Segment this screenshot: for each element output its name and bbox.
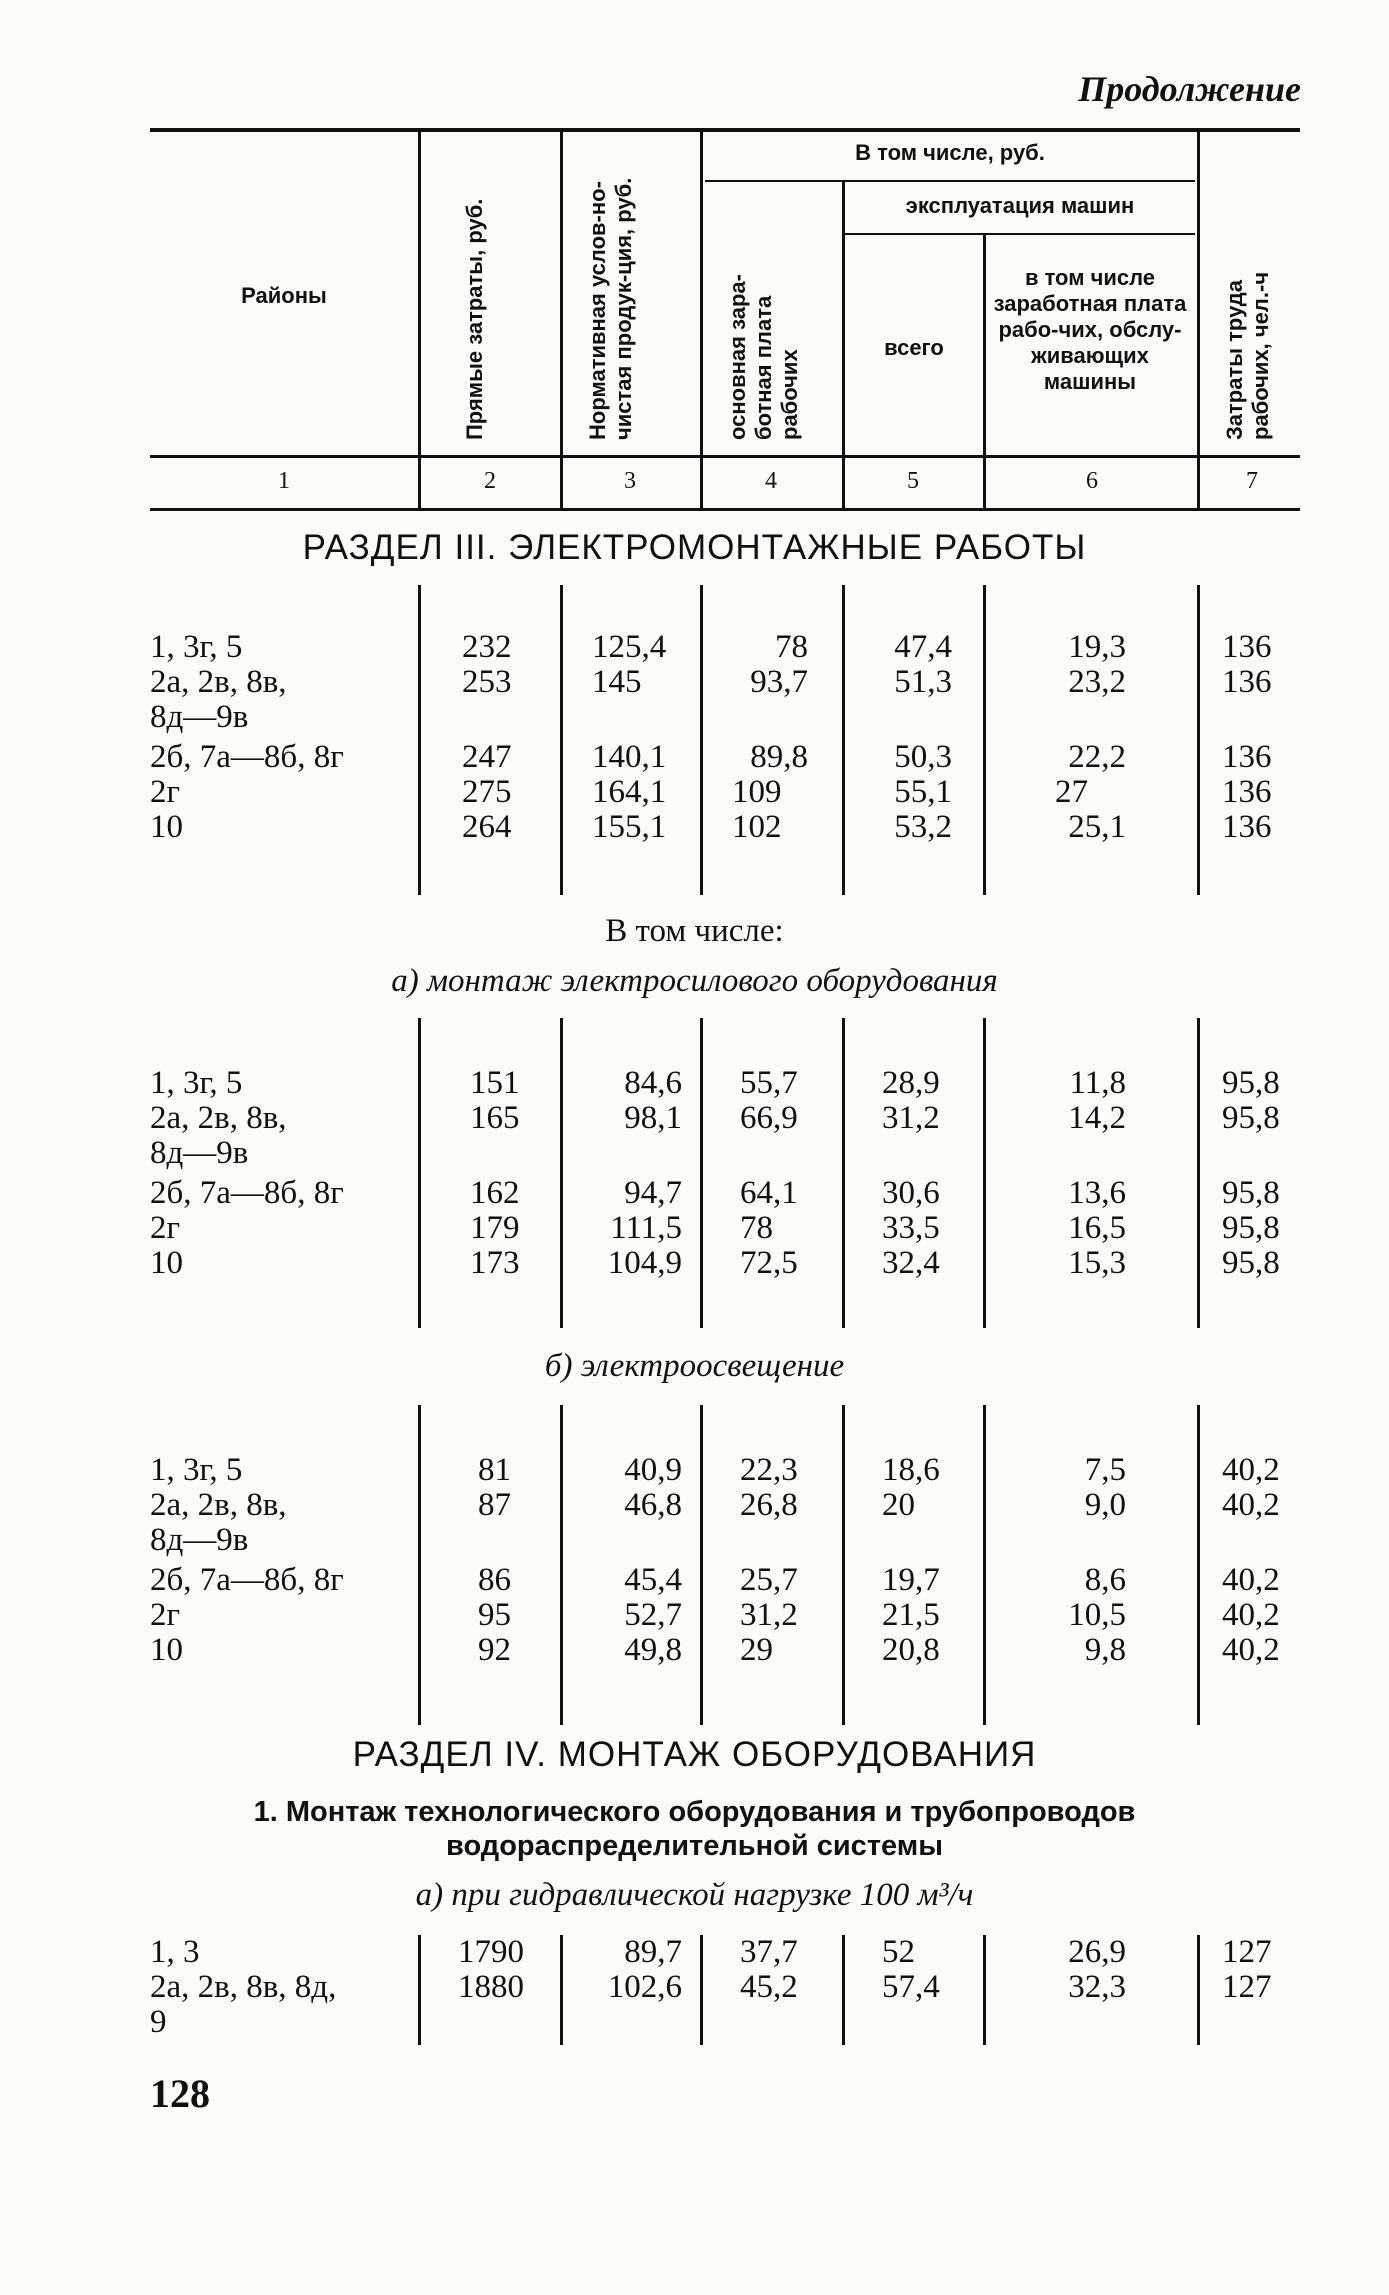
region: 1, 3 <box>150 1934 200 1970</box>
normative-product: 140,1 <box>592 739 667 775</box>
labor: 95,8 <box>1222 1175 1280 1211</box>
section-3-block <box>0 585 1389 895</box>
labor: 40,2 <box>1222 1562 1280 1598</box>
machines-total: 31,2 <box>882 1100 940 1136</box>
page-number: 128 <box>150 2071 210 2116</box>
machine-wages: 10,5 <box>1068 1597 1126 1633</box>
continuation-label: Продолжение <box>1078 69 1301 109</box>
col-number-4: 4 <box>765 468 777 494</box>
normative-product: 125,4 <box>592 629 667 665</box>
header-labor: Затраты труда рабочих, чел.-ч <box>1222 271 1273 440</box>
direct-costs: 1790 <box>458 1934 524 1970</box>
block-divider <box>560 585 563 895</box>
normative-product: 104,9 <box>607 1245 682 1281</box>
region: 2г <box>150 1210 181 1246</box>
labor: 136 <box>1222 809 1272 845</box>
header-top-rule <box>150 128 1300 132</box>
col-number-3: 3 <box>624 468 636 494</box>
block-divider <box>700 1018 703 1328</box>
header-divider-3 <box>700 130 703 508</box>
labor: 127 <box>1222 1934 1272 1970</box>
block-divider <box>560 1018 563 1328</box>
machine-wages: 9,8 <box>1084 1632 1126 1668</box>
labor: 95,8 <box>1222 1210 1280 1246</box>
region: 2б, 7а—8б, 8г <box>150 1175 344 1211</box>
section-4-title: РАЗДЕЛ IV. МОНТАЖ ОБОРУДОВАНИЯ <box>352 1735 1037 1774</box>
labor: 136 <box>1222 629 1272 665</box>
direct-costs: 247 <box>462 739 512 775</box>
normative-product: 45,4 <box>624 1562 682 1598</box>
normative-product: 89,7 <box>624 1934 682 1970</box>
header-divider-5 <box>983 235 986 508</box>
base-wages: 93,7 <box>750 664 808 700</box>
base-wages: 37,7 <box>740 1934 798 1970</box>
region: 1, 3г, 5 <box>150 629 243 665</box>
machine-wages: 25,1 <box>1068 809 1126 845</box>
direct-costs: 92 <box>478 1632 511 1668</box>
direct-costs: 81 <box>478 1452 511 1488</box>
block-divider <box>700 1935 703 2045</box>
normative-product: 155,1 <box>592 809 667 845</box>
region-cont: 8д—9в <box>150 1522 249 1558</box>
normative-product: 111,5 <box>610 1210 682 1246</box>
block-divider <box>983 585 986 895</box>
machines-total: 50,3 <box>894 739 952 775</box>
header-group-rule <box>705 180 1195 182</box>
labor: 40,2 <box>1222 1487 1280 1523</box>
machine-wages: 19,3 <box>1068 629 1126 665</box>
direct-costs: 275 <box>462 774 512 810</box>
base-wages: 89,8 <box>750 739 808 775</box>
direct-costs: 151 <box>470 1065 520 1101</box>
col-number-1: 1 <box>278 468 290 494</box>
normative-product: 49,8 <box>624 1632 682 1668</box>
direct-costs: 253 <box>462 664 512 700</box>
labor: 95,8 <box>1222 1065 1280 1101</box>
direct-costs: 1880 <box>458 1969 524 2005</box>
base-wages: 22,3 <box>740 1452 798 1488</box>
machine-wages: 26,9 <box>1068 1934 1126 1970</box>
subsection-b-title: б) электроосвещение <box>544 1348 845 1384</box>
region: 2б, 7а—8б, 8г <box>150 739 344 775</box>
labor: 40,2 <box>1222 1452 1280 1488</box>
machine-wages: 13,6 <box>1068 1175 1126 1211</box>
block-divider <box>1197 1018 1200 1328</box>
col-number-5: 5 <box>907 468 919 494</box>
block-divider <box>983 1935 986 2045</box>
region-cont: 9 <box>150 2004 167 2040</box>
machine-wages: 7,5 <box>1084 1452 1126 1488</box>
block-divider <box>983 1405 986 1725</box>
labor: 95,8 <box>1222 1100 1280 1136</box>
region: 2а, 2в, 8в, <box>150 664 287 700</box>
block-divider <box>700 1405 703 1725</box>
machines-total: 55,1 <box>894 774 952 810</box>
base-wages: 31,2 <box>740 1597 798 1633</box>
region: 2а, 2в, 8в, <box>150 1100 287 1136</box>
base-wages: 78 <box>740 1210 773 1246</box>
machine-wages: 32,3 <box>1068 1969 1126 2005</box>
block-divider <box>418 1405 421 1725</box>
block-divider <box>1197 585 1200 895</box>
block-divider <box>560 1935 563 2045</box>
base-wages: 78 <box>775 629 808 665</box>
direct-costs: 87 <box>478 1487 511 1523</box>
labor: 127 <box>1222 1969 1272 2005</box>
machine-wages: 15,3 <box>1068 1245 1126 1281</box>
header-direct-costs: Прямые затраты, руб. <box>462 198 487 440</box>
section-4-subsection-a-title: а) при гидравлической нагрузке 100 м³/ч <box>415 1877 974 1913</box>
region: 2г <box>150 1597 181 1633</box>
header-bottom-rule <box>150 455 1300 458</box>
normative-product: 94,7 <box>624 1175 682 1211</box>
block-divider <box>842 1935 845 2045</box>
direct-costs: 179 <box>470 1210 520 1246</box>
region: 2г <box>150 774 181 810</box>
machines-total: 28,9 <box>882 1065 940 1101</box>
subsection-a-block <box>0 1018 1389 1328</box>
normative-product: 145 <box>592 664 642 700</box>
labor: 40,2 <box>1222 1597 1280 1633</box>
block-divider <box>560 1405 563 1725</box>
machines-total: 20,8 <box>882 1632 940 1668</box>
subsection-a-title: а) монтаж электросилового оборудования <box>391 963 998 999</box>
labor: 40,2 <box>1222 1632 1280 1668</box>
machine-wages: 14,2 <box>1068 1100 1126 1136</box>
base-wages: 64,1 <box>740 1175 798 1211</box>
section-4-subtitle-line1: 1. Монтаж технологического оборудования и трубопроводов <box>253 1796 1136 1828</box>
base-wages: 25,7 <box>740 1562 798 1598</box>
normative-product: 84,6 <box>624 1065 682 1101</box>
base-wages: 45,2 <box>740 1969 798 2005</box>
direct-costs: 232 <box>462 629 512 665</box>
machines-total: 51,3 <box>894 664 952 700</box>
base-wages: 109 <box>732 774 782 810</box>
region: 10 <box>150 1245 183 1281</box>
labor: 136 <box>1222 774 1272 810</box>
block-divider <box>842 1018 845 1328</box>
section-4-subtitle-line2: водораспределительной системы <box>446 1830 943 1862</box>
header-normative-product: Нормативная услов-но-чистая продук-ция, руб. <box>585 177 636 440</box>
normative-product: 46,8 <box>624 1487 682 1523</box>
section-4-block <box>0 1935 1389 2045</box>
normative-product: 52,7 <box>624 1597 682 1633</box>
normative-product: 98,1 <box>624 1100 682 1136</box>
region: 1, 3г, 5 <box>150 1065 243 1101</box>
col-number-2: 2 <box>484 468 496 494</box>
machines-total: 47,4 <box>894 629 952 665</box>
block-divider <box>418 1935 421 2045</box>
block-divider <box>842 1405 845 1725</box>
header-base-wages: основная зара-ботная плата рабочих <box>725 274 802 440</box>
block-divider <box>700 585 703 895</box>
normative-product: 102,6 <box>607 1969 682 2005</box>
base-wages: 55,7 <box>740 1065 798 1101</box>
block-divider <box>983 1018 986 1328</box>
header-divider-2 <box>560 130 563 508</box>
subsection-b-block <box>0 1405 1389 1725</box>
direct-costs: 264 <box>462 809 512 845</box>
machines-total: 52 <box>882 1934 915 1970</box>
machines-total: 20 <box>882 1487 915 1523</box>
base-wages: 26,8 <box>740 1487 798 1523</box>
base-wages: 72,5 <box>740 1245 798 1281</box>
machine-wages: 22,2 <box>1068 739 1126 775</box>
header-regions: Районы <box>241 283 327 308</box>
header-divider-6 <box>1197 130 1200 508</box>
direct-costs: 165 <box>470 1100 520 1136</box>
direct-costs: 173 <box>470 1245 520 1281</box>
header-divider-1 <box>418 130 421 508</box>
block-divider <box>418 1018 421 1328</box>
block-divider <box>1197 1935 1200 2045</box>
normative-product: 164,1 <box>592 774 667 810</box>
machine-wages: 16,5 <box>1068 1210 1126 1246</box>
base-wages: 102 <box>732 809 782 845</box>
machines-total: 53,2 <box>894 809 952 845</box>
section-3-title: РАЗДЕЛ III. ЭЛЕКТРОМОНТАЖНЫЕ РАБОТЫ <box>302 528 1087 567</box>
labor: 95,8 <box>1222 1245 1280 1281</box>
region: 2а, 2в, 8в, <box>150 1487 287 1523</box>
machine-wages: 9,0 <box>1084 1487 1126 1523</box>
direct-costs: 86 <box>478 1562 511 1598</box>
machine-wages: 27 <box>1055 774 1088 810</box>
machine-wages: 11,8 <box>1069 1065 1126 1101</box>
direct-costs: 95 <box>478 1597 511 1633</box>
machines-total: 19,7 <box>882 1562 940 1598</box>
region: 10 <box>150 1632 183 1668</box>
region-cont: 8д—9в <box>150 699 249 735</box>
machines-total: 33,5 <box>882 1210 940 1246</box>
block-divider <box>842 585 845 895</box>
machines-total: 21,5 <box>882 1597 940 1633</box>
region: 10 <box>150 809 183 845</box>
direct-costs: 162 <box>470 1175 520 1211</box>
base-wages: 29 <box>740 1632 773 1668</box>
machines-total: 32,4 <box>882 1245 940 1281</box>
machines-total: 30,6 <box>882 1175 940 1211</box>
machine-wages: 23,2 <box>1068 664 1126 700</box>
region-cont: 8д—9в <box>150 1135 249 1171</box>
region: 2а, 2в, 8в, 8д, <box>150 1969 337 2005</box>
header-machines: эксплуатация машин <box>905 193 1135 218</box>
including-label: В том числе: <box>605 913 784 949</box>
block-divider <box>418 585 421 895</box>
machines-total: 18,6 <box>882 1452 940 1488</box>
labor: 136 <box>1222 739 1272 775</box>
base-wages: 66,9 <box>740 1100 798 1136</box>
col-number-6: 6 <box>1086 468 1098 494</box>
machine-wages: 8,6 <box>1084 1562 1126 1598</box>
machines-total: 57,4 <box>882 1969 940 2005</box>
block-divider <box>1197 1405 1200 1725</box>
header-machines-rule <box>845 233 1195 235</box>
normative-product: 40,9 <box>624 1452 682 1488</box>
header-total: всего <box>884 335 944 360</box>
header-group: В том числе, руб. <box>855 140 1045 165</box>
region: 2б, 7а—8б, 8г <box>150 1562 344 1598</box>
region: 1, 3г, 5 <box>150 1452 243 1488</box>
labor: 136 <box>1222 664 1272 700</box>
numbers-bottom-rule <box>150 508 1300 511</box>
header-machine-wages: в том числе заработная плата рабо-чих, обслу-живающих машины <box>993 265 1187 394</box>
col-number-7: 7 <box>1246 468 1258 494</box>
